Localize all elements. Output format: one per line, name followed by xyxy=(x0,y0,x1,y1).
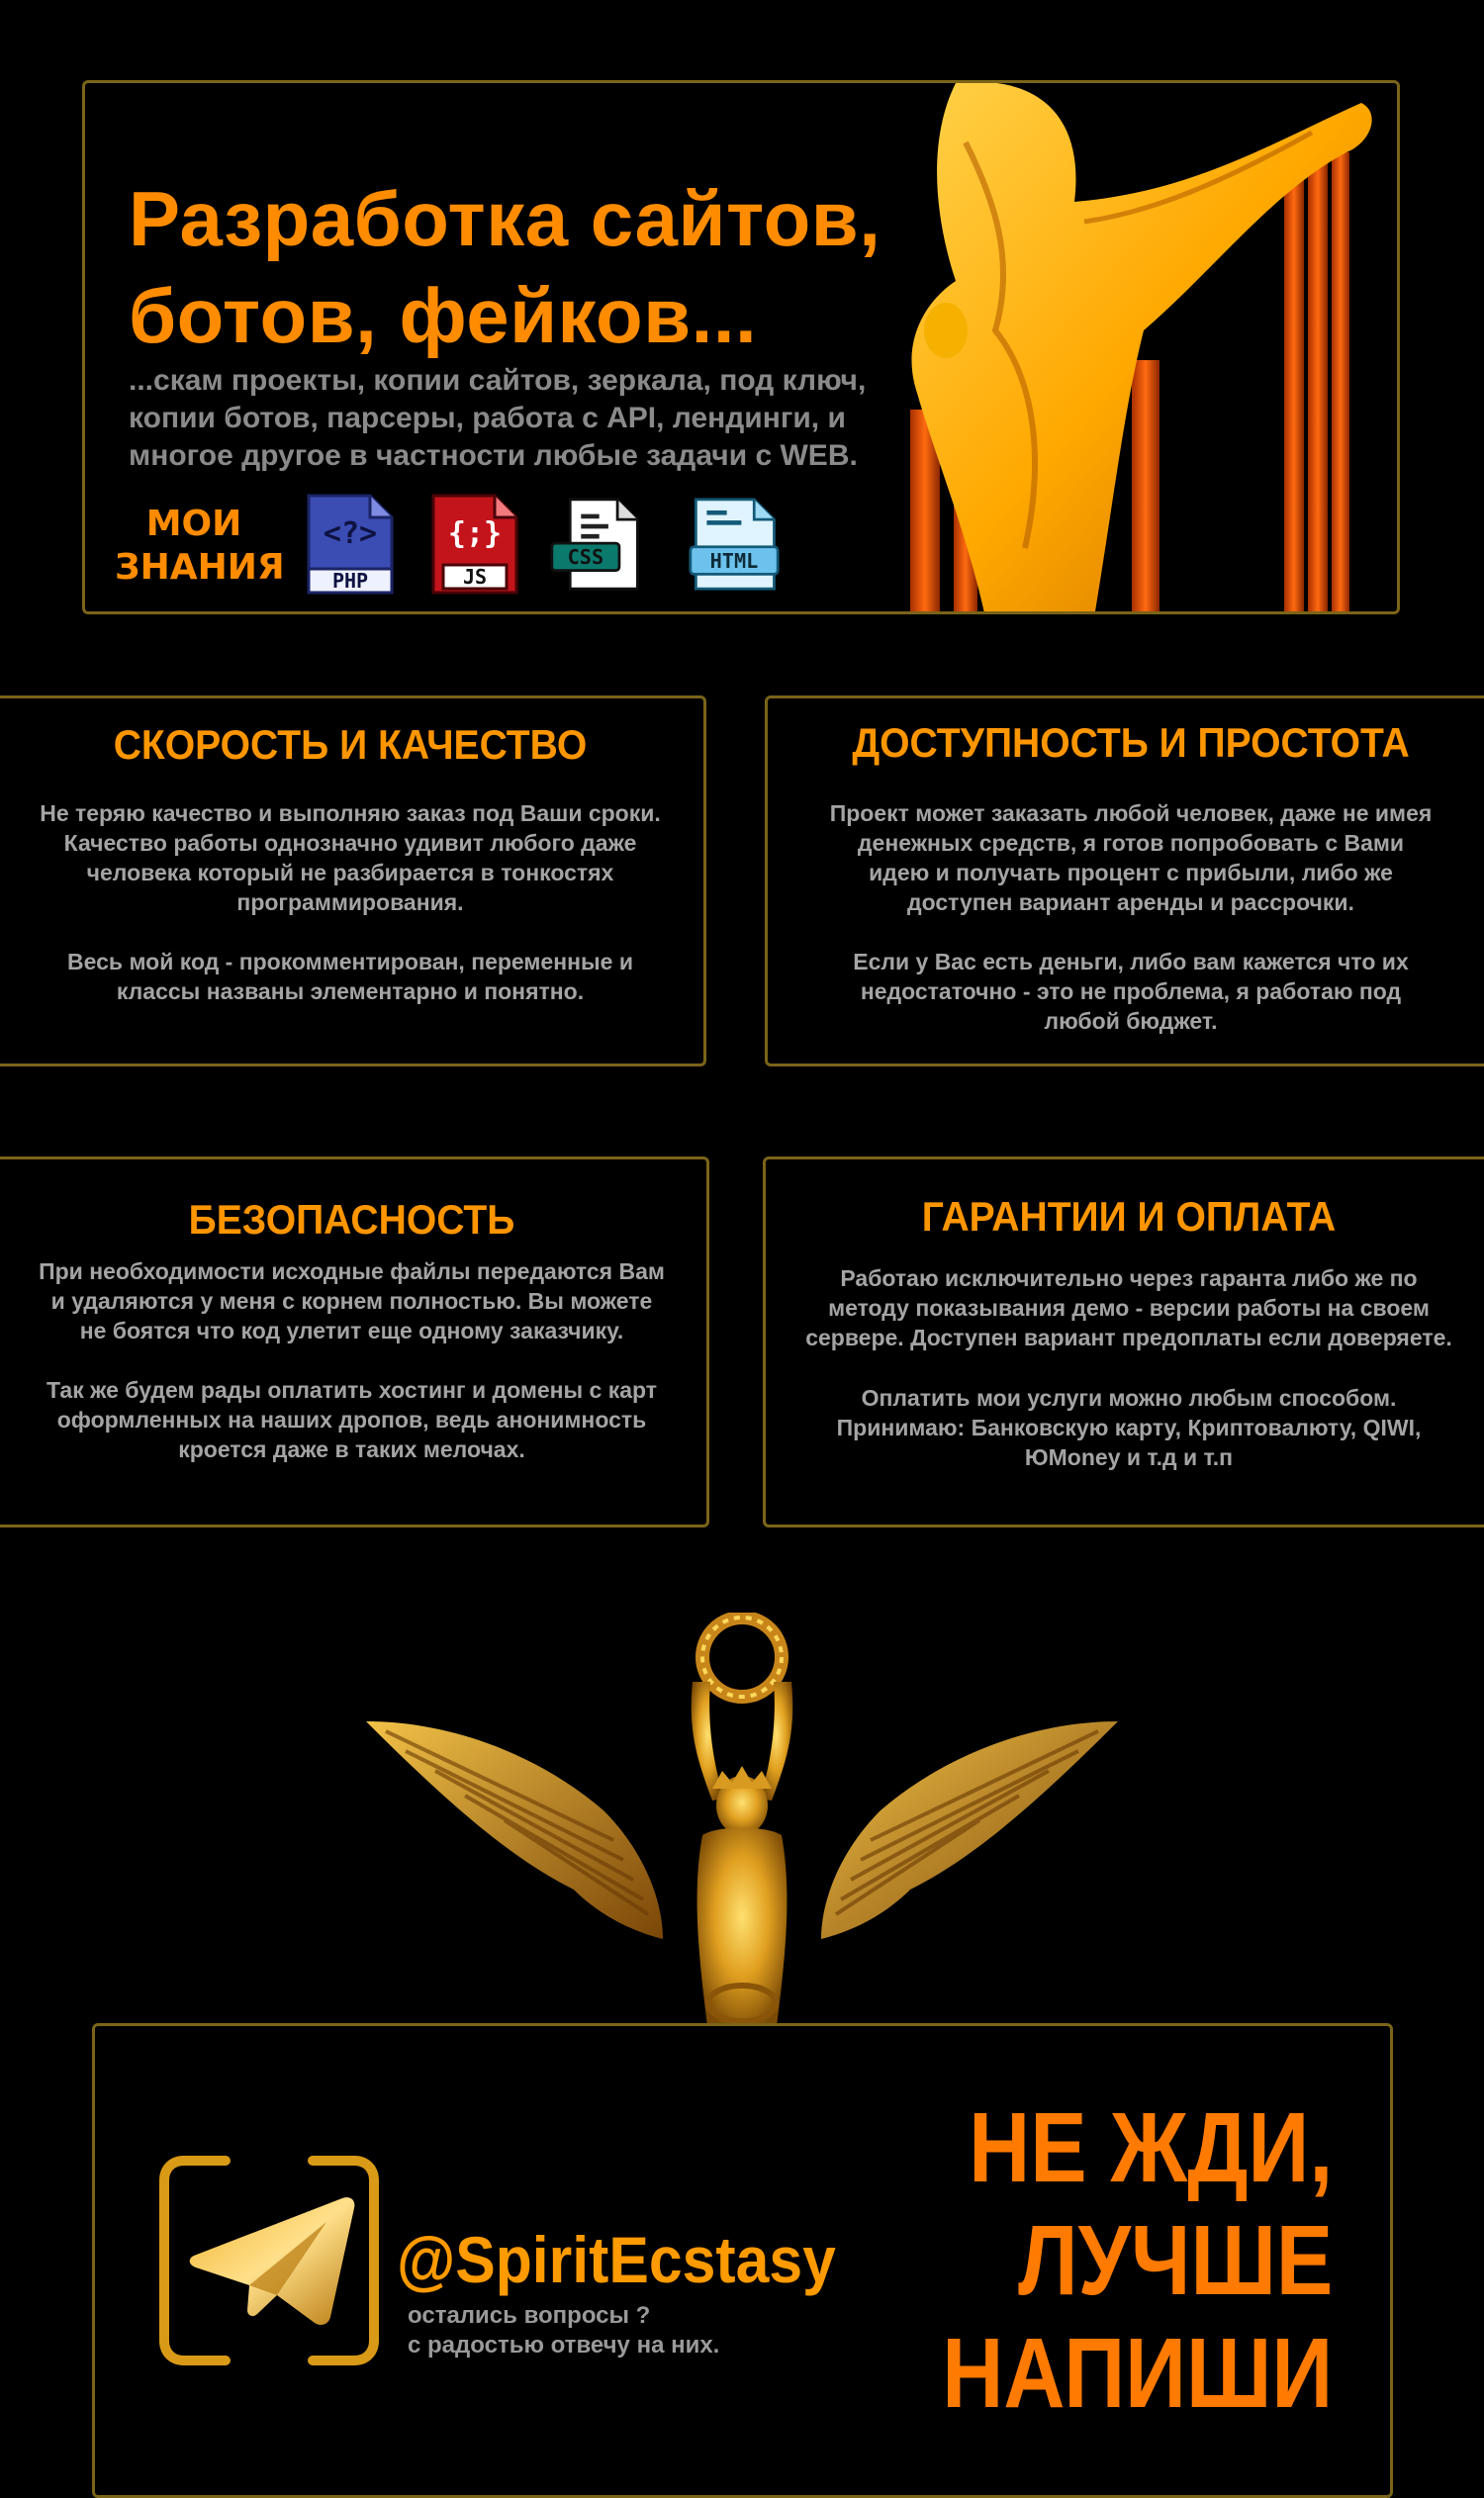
card-guarantee-text2: Оплатить мои услуги можно любым способом. Принимаю: Банковскую карту, Криптовалюту, QIWI, ЮMoney и т.д и т.п xyxy=(836,1385,1422,1470)
hero-title-line1: Разработка сайтов, xyxy=(129,175,881,262)
card-access-text2: Если у Вас есть деньги, либо вам кажется что их недостаточно - это не проблема, я работаю под любой бюджет. xyxy=(853,949,1409,1034)
svg-text:<?>: <?> xyxy=(323,516,378,551)
call-to-action-text: НЕ ЖДИ, ЛУЧШЕ НАПИШИ xyxy=(942,2092,1333,2429)
hero-title-line2: ботов, фейков... xyxy=(129,272,758,359)
skills-label-line1: МОИ xyxy=(145,504,242,544)
svg-text:{;}: {;} xyxy=(447,516,503,551)
skills-label-line2: ЗНАНИЯ xyxy=(115,547,285,588)
card-guarantee-text1: Работаю исключительно через гаранта либо же по методу показывания демо - версии работы на своем сервере. Доступен вариант предоплаты если доверяете. xyxy=(805,1265,1452,1350)
php-file-icon xyxy=(305,492,396,597)
card-speed-quality xyxy=(0,695,706,1066)
winged-statue-image xyxy=(896,83,1400,614)
css-label: CSS xyxy=(567,545,604,570)
card-access-title: ДОСТУПНОСТЬ И ПРОСТОТА xyxy=(852,719,1410,766)
js-file-icon xyxy=(429,492,520,597)
php-label: PHP xyxy=(331,569,369,593)
golden-winged-statue-image xyxy=(366,1613,1118,2026)
card-accessibility xyxy=(765,695,1484,1066)
hero-title xyxy=(129,170,881,364)
skills-label xyxy=(115,503,285,590)
card-access-text1: Проект может заказать любой человек, даже не имея денежных средств, я готов попробовать с Вами идею и получать процент с прибыли, либо же доступен вариант аренды и рассрочки. xyxy=(829,800,1433,915)
telegram-icon[interactable] xyxy=(156,2153,382,2368)
js-label: JS xyxy=(462,565,488,589)
card-security-text2: Так же будем рады оплатить хостинг и домены с карт оформленных на наших дропов, ведь анонимность кроется даже в таких мелочах. xyxy=(46,1377,658,1462)
html-label: HTML xyxy=(709,548,759,573)
card-speed-text2: Весь мой код - прокомментирован, переменные и классы названы элементарно и понятно. xyxy=(67,949,633,1004)
hero-section xyxy=(82,80,1400,614)
contact-note: остались вопросы ? с радостью отвечу на них. xyxy=(408,2302,720,2359)
card-security-text1: При необходимости исходные файлы передаются Вам и удаляются у меня с корнем полностью. Вы можете не боятся что код улетит еще одному заказчику. xyxy=(39,1258,665,1343)
contact-section xyxy=(92,2023,1393,2498)
css-file-icon xyxy=(550,492,641,597)
card-security-title: БЕЗОПАСНОСТЬ xyxy=(188,1196,515,1243)
card-security xyxy=(0,1156,709,1527)
card-speed-text1: Не теряю качество и выполняю заказ под Ваши сроки. Качество работы однозначно удивит любого даже человека который не разбирается в тонкостях программирования. xyxy=(40,800,661,915)
html-file-icon xyxy=(689,492,780,597)
card-guarantee-payment xyxy=(763,1156,1484,1527)
card-speed-title: СКОРОСТЬ И КАЧЕСТВО xyxy=(113,721,588,768)
telegram-handle-link[interactable]: @SpiritEcstasy xyxy=(397,2223,836,2296)
hero-subtitle: ...скам проекты, копии сайтов, зеркала, под ключ, копии ботов, парсеры, работа с API, лендинги, и многое другое в частности любые задачи с WEB. xyxy=(129,364,867,472)
card-guarantee-title: ГАРАНТИИ И ОПЛАТА xyxy=(921,1193,1337,1240)
